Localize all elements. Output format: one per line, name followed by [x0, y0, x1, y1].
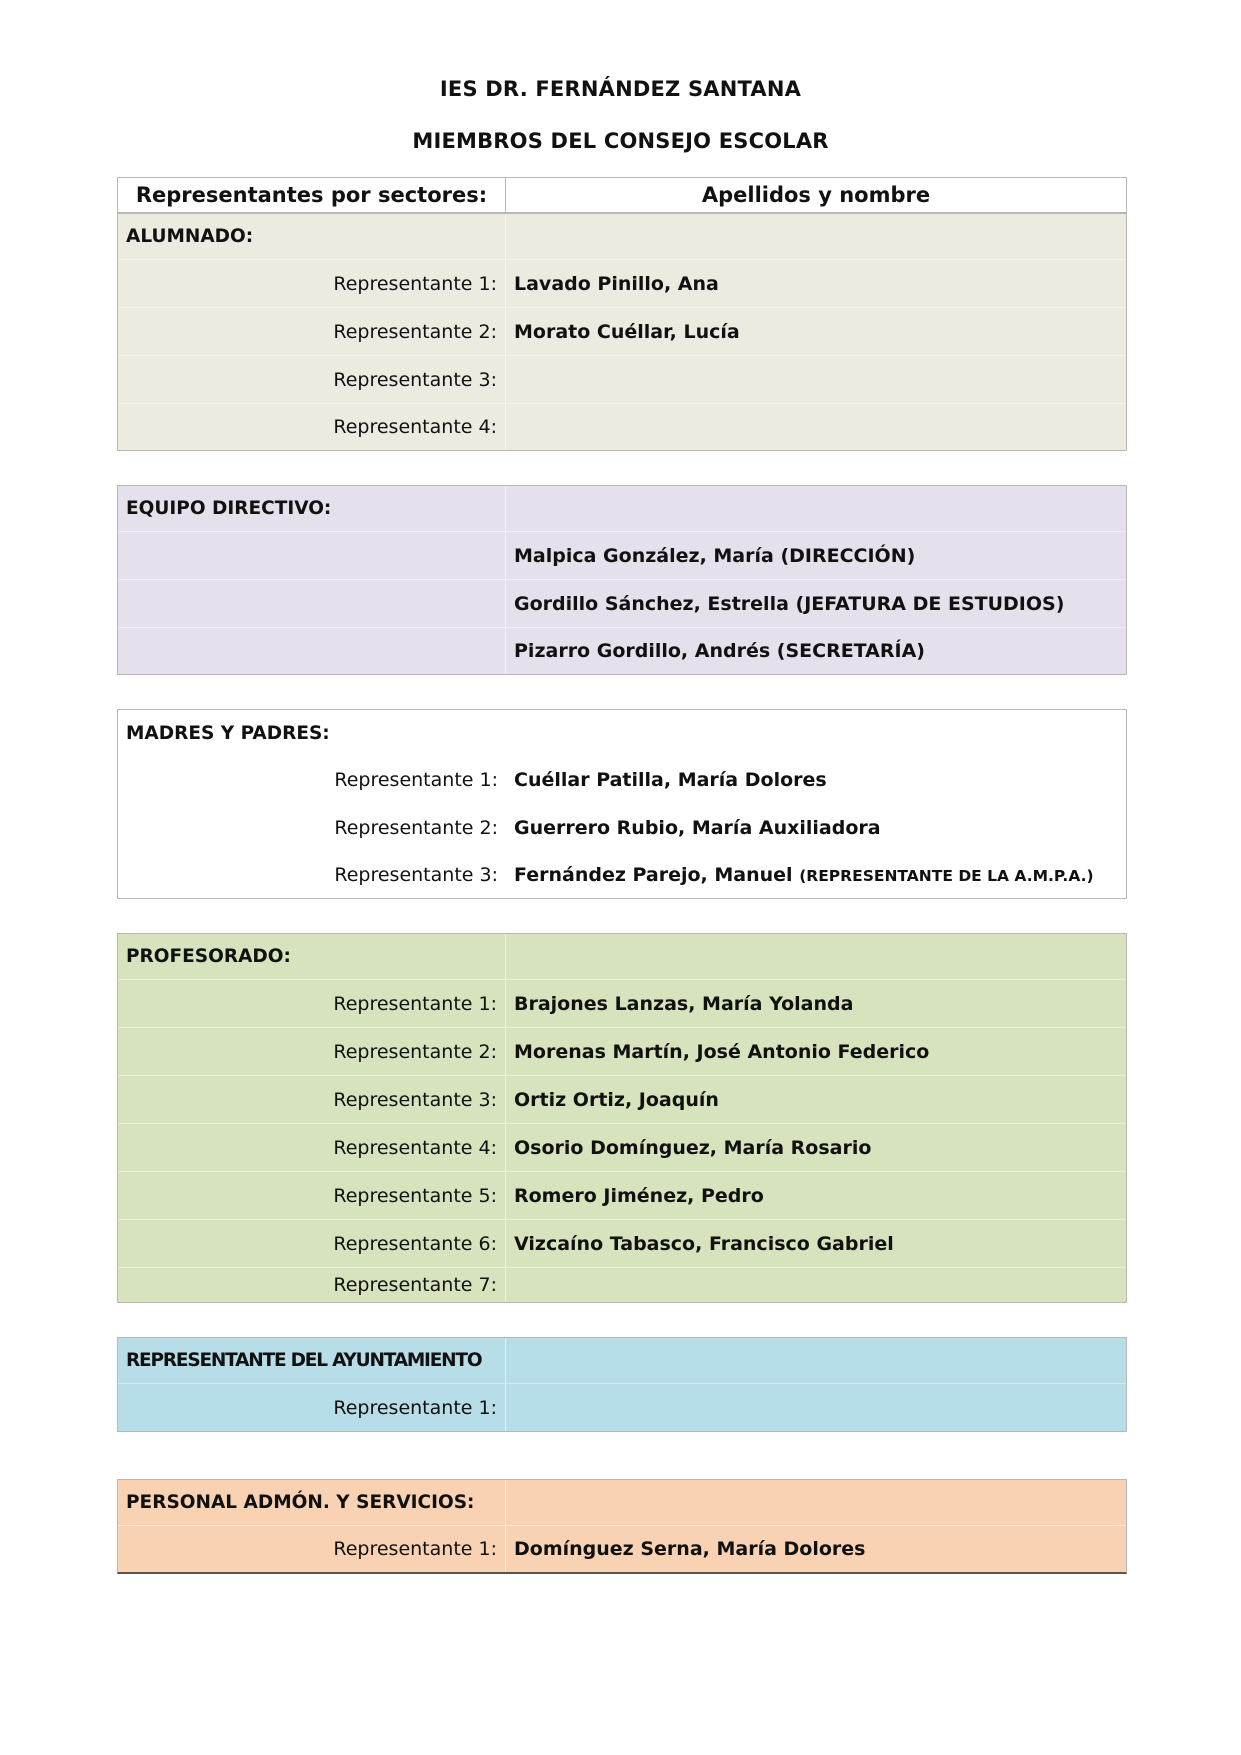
section-label: REPRESENTANTE DEL AYUNTAMIENTO	[118, 1338, 506, 1383]
member-name: Romero Jiménez, Pedro	[514, 1184, 764, 1207]
rep-label: Representante 3:	[118, 356, 506, 403]
rep-label: Representante 6:	[118, 1220, 506, 1267]
rep-label: Representante 1:	[118, 260, 506, 307]
section-label: ALUMNADO:	[118, 214, 506, 259]
member-name-text: Fernández Parejo, Manuel	[514, 864, 793, 886]
table-row	[118, 1124, 1126, 1172]
table-row	[118, 580, 1126, 628]
table-row	[118, 532, 1126, 580]
member-name: Osorio Domínguez, María Rosario	[514, 1136, 872, 1159]
table-row	[118, 1268, 1126, 1302]
member-name: Gordillo Sánchez, Estrella (JEFATURA DE ESTUDIOS)	[514, 592, 1065, 615]
rep-label: Representante 3:	[334, 864, 498, 886]
header-sectors: Representantes por sectores:	[118, 178, 506, 212]
member-name: Cuéllar Patilla, María Dolores	[514, 769, 827, 791]
table-row	[118, 1526, 1126, 1572]
section-label-row	[118, 486, 1126, 532]
member-name: Vizcaíno Tabasco, Francisco Gabriel	[514, 1232, 894, 1255]
member-name: Domínguez Serna, María Dolores	[514, 1538, 866, 1560]
section-equipo-directivo	[117, 485, 1127, 675]
rep-label: Representante 1:	[118, 1384, 506, 1431]
table-row	[118, 1076, 1126, 1124]
rep-label: Representante 1:	[334, 769, 498, 791]
table-row	[118, 804, 1126, 852]
section-profesorado	[117, 933, 1127, 1303]
table-row	[118, 404, 1126, 450]
rep-label: Representante 4:	[118, 1124, 506, 1171]
rep-label: Representante 2:	[118, 308, 506, 355]
section-label-row	[118, 1338, 1126, 1384]
rep-label: Representante 5:	[118, 1172, 506, 1219]
document-title: IES DR. FERNÁNDEZ SANTANA	[439, 77, 802, 101]
document-subtitle: MIEMBROS DEL CONSEJO ESCOLAR	[412, 129, 829, 153]
rep-label	[118, 532, 506, 579]
section-label-row	[118, 934, 1126, 980]
table-row	[118, 308, 1126, 356]
section-label-row	[118, 214, 1126, 260]
rep-label: Representante 3:	[118, 1076, 506, 1123]
table-row	[118, 1028, 1126, 1076]
table-row	[118, 1172, 1126, 1220]
member-name: Brajones Lanzas, María Yolanda	[514, 992, 854, 1015]
member-name: Morato Cuéllar, Lucía	[514, 320, 740, 343]
member-name: Pizarro Gordillo, Andrés (SECRETARÍA)	[514, 640, 925, 662]
member-name: Malpica González, María (DIRECCIÓN)	[514, 544, 916, 567]
member-name: Ortiz Ortiz, Joaquín	[514, 1088, 719, 1111]
table-row	[118, 1384, 1126, 1431]
member-name: Guerrero Rubio, María Auxiliadora	[514, 817, 881, 839]
section-label-row	[118, 1480, 1126, 1526]
header-names: Apellidos y nombre	[701, 183, 931, 207]
section-label-row	[118, 710, 1126, 756]
rep-label: Representante 4:	[118, 404, 506, 450]
rep-label: Representante 2:	[334, 817, 498, 839]
section-label: PERSONAL ADMÓN. Y SERVICIOS:	[118, 1480, 506, 1525]
rep-label: Representante 1:	[118, 980, 506, 1027]
section-personal-admon	[117, 1479, 1127, 1574]
section-alumnado	[117, 213, 1127, 451]
ampa-note: (REPRESENTANTE DE LA A.M.P.A.)	[799, 867, 1094, 885]
table-row	[118, 356, 1126, 404]
rep-label	[118, 580, 506, 627]
member-name	[506, 864, 1126, 886]
member-name: Morenas Martín, José Antonio Federico	[514, 1040, 930, 1063]
table-row	[118, 628, 1126, 674]
section-madres-padres	[117, 709, 1127, 899]
section-label: MADRES Y PADRES:	[126, 722, 330, 744]
rep-label: Representante 7:	[118, 1268, 506, 1302]
rep-label	[118, 628, 506, 674]
rep-label: Representante 2:	[118, 1028, 506, 1075]
table-row	[118, 852, 1126, 898]
rep-label: Representante 1:	[118, 1526, 506, 1572]
section-label: EQUIPO DIRECTIVO:	[118, 486, 506, 531]
section-ayuntamiento	[117, 1337, 1127, 1432]
table-header	[117, 177, 1127, 213]
table-row	[118, 980, 1126, 1028]
table-row	[118, 1220, 1126, 1268]
table-row	[118, 260, 1126, 308]
member-name: Lavado Pinillo, Ana	[514, 272, 719, 295]
table-row	[118, 756, 1126, 804]
section-label: PROFESORADO:	[118, 934, 506, 979]
